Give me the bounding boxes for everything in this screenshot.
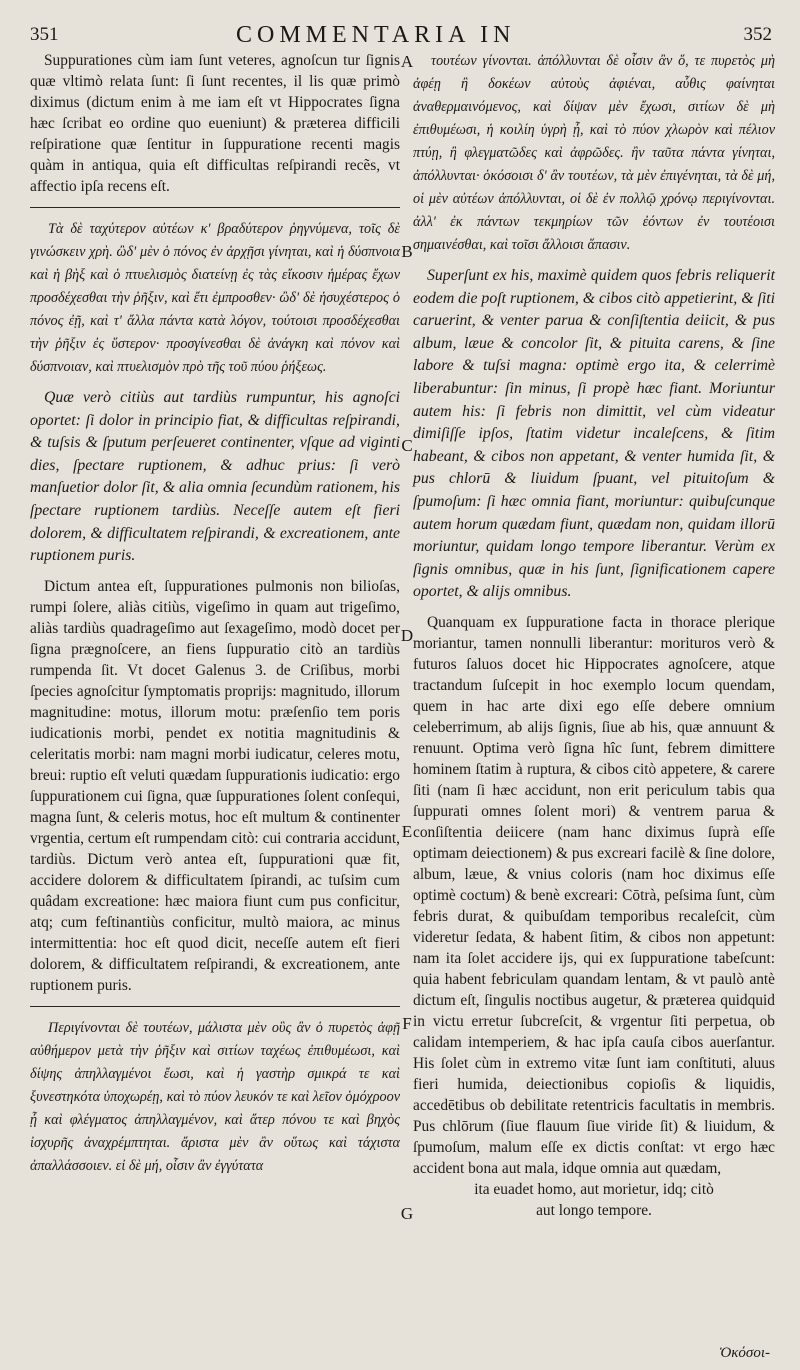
latin-translation-block: Quæ verò citiùs aut tardiùs rumpuntur, his agnoſci oportet: ſi dolor in principio fiat, & difficultas reſpirandi, & tuſsis & ſputum perſeueret continenter, vſque ad viginti dies, ſpectare ruptionem, & adhuc prius: ſi verò manſuetior dolor ſit, & alia omnia ſecundùm rationem, his ſpectare ruptionem tardiùs. Neceſſe autem eſt fieri dolorem, & difficultatem reſpirandi, & excreationem, ante ruptionem puris. [30,389,400,565]
margin-letter-c: C [401,436,413,455]
closing-line: aut longo tempore. [536,1201,652,1219]
commentary-paragraph: Suppurationes cùm iam ſunt veteres, agnoſcun tur ſignis quæ vltimò relata ſunt: ſi ſunt recentes, il lis quæ primò diximus (dictum enim à me iam eſt vt Hippocrates ſigna hæc ſcribat eo ordine quo eueniunt) & præterea difficili reſpiratione quæ ſentitur in ſuppuratione recenti magis quàm in antiqua, quia eſt difficultas reſpirandi recẽs, vt affectio ipſa recens eſt. [30,52,400,195]
margin-letter-e: E [401,822,413,841]
margin-letter-d: D [400,626,414,645]
catchword: Ὁκόσοι- [718,1345,770,1361]
commentary-paragraph: Quanquam ex ſuppuratione facta in thorace plerique moriantur, tamen nonnulli liberantur: morituros verò & futuros ſaluos docet hic Hippocrates agnoſcere, atque tractandum ſuſcepit in hoc exemplo locum quendam, quem in hac arte dixi ego eſſe debere omnium celeberrimum, ab alijs ſignis, ſiue ab his, quæ annuunt & renuunt. Optima verò ſigna hîc ſunt, febrem dimittere hominem ſtatim à ruptura, & cibos citò appetere, & carere ſiti (nam ſi hæc accidunt, non erit periculum tabis qua ſuppurati omnes ſolent mori) & ventrem parua & conſiſtentia deiicere (nam hanc diximus ſuprà eſſe optimam deiectionem) & pus excreari facilè & ſine dolore, album, læue, & vnius coloris (nam hoc diximus eſſe optimè coctum) & benè excreari: Cōtrà, peſsima ſunt, cùm febris durat, & quibuſdam temporibus recaleſcit, cùm videretur ſedata, & habent ſitim, & cibos non appetunt: nam ita ſolet accidere ijs, qui ex ſuppuratione tabeſcunt: quia habent febriculam quandam lentam, & vt paulò antè dictum eſt, ſingulis noctibus augetur, & præterea quidquid in victu erretur ſubcreſcit, & vrgentur ſiti perpetua, ob calidam intemperiem, & hac ipſa cauſa cibos auerſantur. His ſolet cùm in extremo vitæ ſunt iam conſtituti, aluus fieri humida, deiectionibus copioſis & liquidis, accedētibus ob debilitate retentricis facultatis in membris. Pus chlōrum (ſiue flauum ſiue viride ſit) & liuidum, & ſpumoſum, malum eſſe ex dictis conſtat: vt ergo hæc accident bona aut mala, idque omnia aut quædam, [413,613,775,1177]
margin-letter-b: B [401,242,413,261]
latin-translation-block: Superſunt ex his, maximè quidem quos febris reliquerit eodem die poſt ruptionem, & cibos citò appetierint, & ſiti caruerint, & venter parua & conſiſtentia deiicit, & pus album, læue & concolor ſit, & pituita carens, & ſine labore & tuſsi magna: optimè ergo ita, & celerrimè liberabuntur: ſin minus, ſi propè hæc fiant. Moriuntur autem his: ſi febris non dimittit, vel cùm videatur dimiſiſſe ipſos, ſtatim videtur incaleſcens, & ſitim habeant, & cibos non appetant, & venter humida ſit, & pus chlorū & liuidum ſpuant, vel pituitoſum & ſpumoſum: ſi hæc omnia fiant, moriuntur: quibuſcunque autem horum quædam fiunt, quædam non, quidam illorū moriuntur, quidam longo tempore liberantur. Verùm ex ſignis omnibus, quæ in his ſunt, ſignificationem capere oportet, & alijs omnibus. [413,267,775,601]
closing-line: ita euadet homo, aut morietur, idq; citò [474,1180,714,1198]
divider-rule [30,1006,400,1007]
commentary-paragraph: Dictum antea eſt, ſuppurationes pulmonis non bilioſas, rumpi ſolere, aliàs citiùs, vigeſimo in quam aut trigeſimo, aliàs tardiùs quadrageſimo aut ſexageſimo, modò docet per ſigna prægnoſcere, an fiens ſuppuratio citò an tardiùs rumpenda ſit. Vt docet Galenus 3. de Criſibus, morbi ſpecies agnoſcitur ſymptomatis proprijs: magnitudo, illorum magnitudine: motus, illorum motu: præſenſio tem poris iudicationis morbi, pendet ex notitia magnitudinis & celeritatis morbi: nam magni morbi iudicatur, celeres motu, breui: ruptio eſt veluti quædam ſuppurationis iudicatio: ergo ſuppurationem cui ſigna, quæ ſuppurationes ſolent conſequi, magna ſunt, & celeris motus, hoc eſt multum & continenter vrgentia, certum eſt rumpendam citò: cui contraria accidunt, tardiùs. Dictum verò antea eſt, ſuppurationi quæ fit, accidere dolorem & difficultatem ſpirandi, ac tuſsim cum quâdam excreatione: hæc maiora fiunt cum pus conficitur, atq; cum feſtinantiùs conficitur, multò maiora, ac minus intermittentia: hoc eſt quod dicit, neceſſe autem eſt fieri dolorem, & difficultatem reſpirandi, & excreationem, ante ruptionem puris. [30,577,400,994]
left-column [30,50,400,1178]
margin-letter-g: G [400,1204,414,1223]
running-title: COMMENTARIA IN [236,22,516,48]
right-column [413,50,775,1221]
page-number-left: 351 [30,24,59,45]
greek-text-block: Περιγίνονται δὲ τουτέων, μάλιστα μὲν οὓς ἂν ὁ πυρετὸς ἀφῇ αὐθήμερον μετὰ τὴν ῥῆξιν καὶ σιτίων ταχέως ἐπιθυμέωσι, καὶ δίψης ἀπηλλαγμένοι ἔωσι, καὶ ἡ γαστὴρ σμικρά τε καὶ ξυνεστηκότα ὑποχωρέῃ, καὶ τὸ πύον λευκόν τε καὶ λεῖον ὁμόχροον ᾖ καὶ φλέγματος ἀπηλλαγμένον, καὶ ἄτερ πόνου τε καὶ βηχὸς ἰσχυρῆς ἀναχρέμπτηται. ἄριστα μὲν ἂν οὕτως καὶ τάχιστα ἀπαλλάσσοιεν. εἰ δὲ μή, οἷσιν ἂν ἐγγύτατα [30,1019,400,1174]
divider-rule [30,207,400,208]
margin-letter-f: F [402,1014,412,1033]
margin-letter-a: A [400,52,414,71]
greek-text-block: τουτέων γίνονται. ἀπόλλυνται δὲ οἷσιν ἂν ὅ, τε πυρετὸς μὴ ἀφέῃ ἢ δοκέων αὐτοὺς ἀφιέναι, αὖθις φαίνηται ἀναθερμαινόμενος, καὶ δίψαν μὲν ἔχωσι, σιτίων δὲ μὴ ἐπιθυμέωσι, ἡ κοιλίη ὑγρὴ ᾖ, καὶ τὸ πύον χλωρὸν καὶ πέλιον πτύῃ, ἢ φλεγματῶδες καὶ ἀφρῶδες. ἢν ταῦτα πάντα γίνηται, ἀπόλλυνται· ὁκόσοισι δ' ἂν τουτέων, τὰ μὲν ἐπιγένηται, τὰ δὲ μή, οἱ μὲν αὐτέων ἀπόλλυνται, οἱ δὲ ἐν πολλῷ χρόνῳ περιγίνονται. ἀλλ' ἐκ πάντων τεκμηρίων τῶν ἐόντων ἐν τουτέοισι σημαινέσθαι, καὶ τοῖσι ἄλλοισι ἅπασιν. [413,53,775,253]
page-number-right: 352 [743,24,772,45]
running-header [0,22,800,52]
greek-text-block: Τὰ δὲ ταχύτερον αὐτέων κ' βραδύτερον ῥηγνύμενα, τοῖς δὲ γινώσκειν χρὴ. ὢδ' μὲν ὁ πόνος ἐν ἀρχῇσι γίνηται, καὶ ἡ δύσπνοια καὶ ἡ βὴξ καὶ ὁ πτυελισμὸς διατείνῃ ἐς τὰς εἴκοσιν ἡμέρας ἔχων προσδέχεσθαι τὴν ῥῆξιν, καὶ ἔτι ἐμπροσθεν· ὢδ' δὲ ἡσυχέστερος ὁ πόνος ἐῇ, καὶ τ' ἄλλα πάντα κατὰ λόγον, τούτοισι προσδέχεσθαι τὴν ῥῆξιν ἐς ὕστερον· προσγίνεσθαι δὲ ἀνάγκη καὶ πόνον καὶ δύσπνοιαν, καὶ πτυελισμὸν πρὸ τῆς τοῦ πύου ῥήξεως. [30,221,400,375]
